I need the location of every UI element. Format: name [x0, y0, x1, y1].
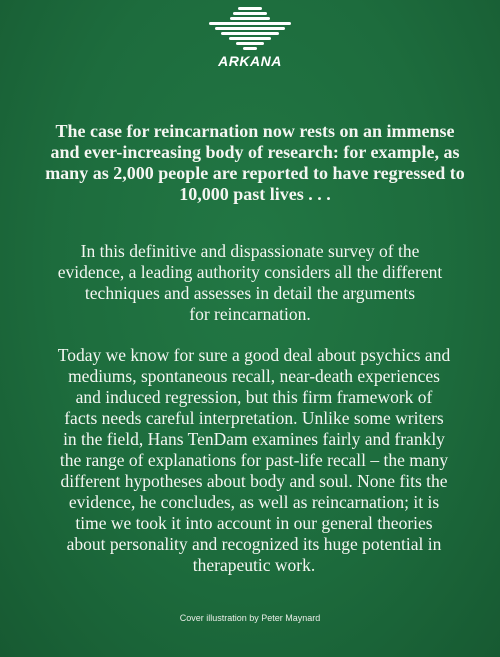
- publisher-name: ARKANA: [218, 53, 282, 69]
- blurb-lead-paragraph: The case for reincarnation now rests on an immense and ever-increasing body of research: for example, as many as 2,000 people are reported to have regressed to 10,000 past lives . . .: [45, 121, 465, 204]
- cover-illustration-credit: Cover illustration by Peter Maynard: [179, 613, 321, 623]
- blurb-second-paragraph: In this definitive and dispassionate survey of the evidence, a leading authority considers all the different techniques and assesses in detail the arguments for reincarnation.: [57, 241, 443, 324]
- blurb-third-paragraph: Today we know for sure a good deal about psychics and mediums, spontaneous recall, near-death experiences and induced regression, but this firm framework of facts needs careful interpretation. Unlike some writers in the field, Hans TenDam examines fairly and frankly the range of explanations for past-life recall – the many different hypotheses about body and soul. None fits the evidence, he concludes, as well as reincarnation; it is time we took it into account in our general theories about personality and recognized its huge potential in therapeutic work.: [57, 345, 451, 575]
- arkana-sun-logo-icon: [205, 6, 295, 52]
- publisher-logo: [0, 6, 500, 69]
